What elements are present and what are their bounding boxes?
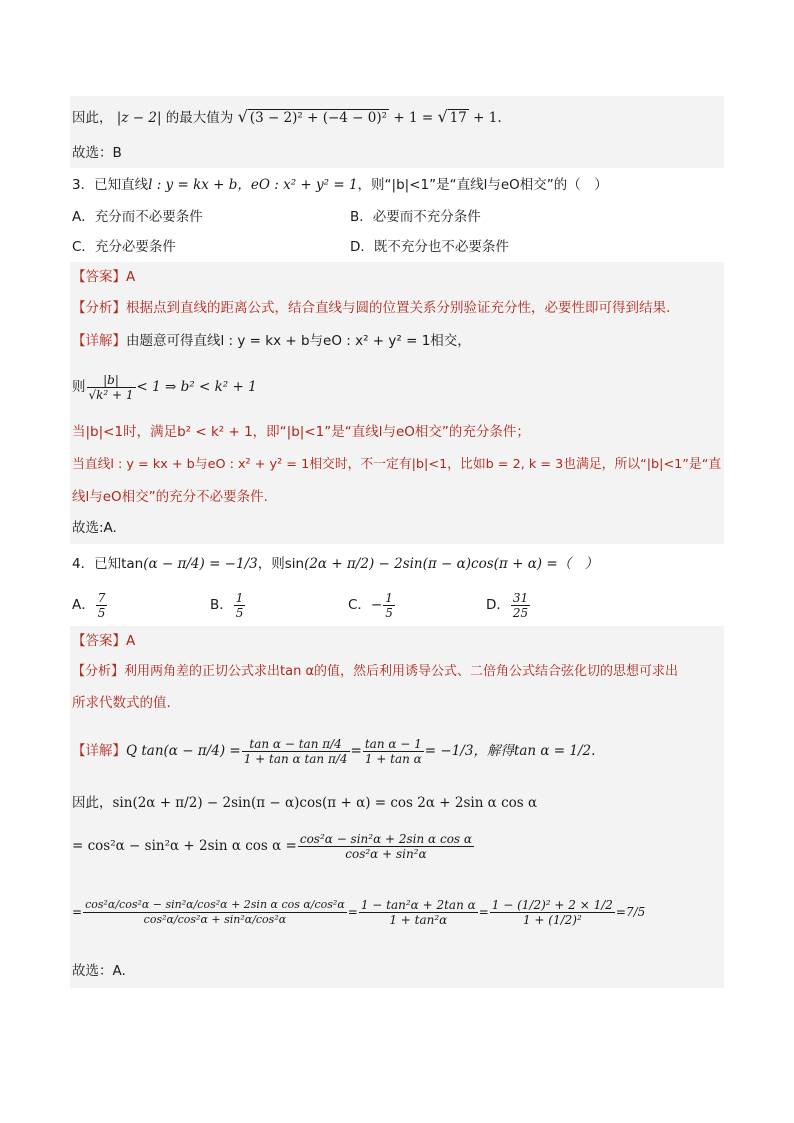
q3-line-eq: l : y = kx + b — [148, 177, 238, 193]
q4-d4-num2: 1 − tan²α + 2tan α — [360, 898, 476, 912]
q4-option-a — [72, 584, 210, 626]
q4-d4-den: cos²α/cos²α + sin²α/cos²α — [143, 913, 287, 926]
q3-detail-2-prefix: 则 — [72, 379, 86, 395]
q4-detail-1-frac — [242, 737, 350, 766]
q4-solution-block — [70, 626, 724, 988]
q4-d1-den: 1 + tan α tan π/4 — [243, 751, 348, 766]
q4-detail-1-frac2 — [363, 737, 424, 766]
q4-option-b-label: B． — [210, 597, 233, 613]
q4-detail-1-res: = −1/3，解得tan α = 1/2. — [424, 743, 596, 759]
q3-answer-value: A — [126, 269, 136, 285]
q4-d1-num2: tan α − 1 — [364, 736, 422, 751]
q3-detail-4b: 线l与eO相交”的充分不必要条件. — [72, 489, 268, 505]
q4-option-d-frac — [511, 591, 530, 620]
prev-abs-expr: |z − 2| — [116, 110, 162, 126]
q4-option-b-frac — [234, 591, 246, 620]
sqrt-symbol: √ — [237, 107, 248, 126]
q4-d4-den3: 1 + (1/2)² — [522, 913, 582, 927]
q4-detail-3 — [70, 822, 724, 870]
q4-detail-4: = $\frac{\text{cos²α/cos²α − sin²α/cos²α + 2sin α cos α/cos²α}}{\text{cos²α/cos²α + sin²α/cos²α}}$ = $\frac{\text{1 − tan²α + 2tan α}}{\text{1 + tan²α}}$ = $\frac{\text{1 − (1/2)² + 2 × 1/2}}{\text{1 + (1/2)²}}$ =7/5 — [72, 898, 646, 927]
q4-option-d-label: D． — [486, 597, 510, 613]
prev-max-text: 的最大值为 — [165, 110, 234, 126]
prev-tail: + 1. — [473, 110, 502, 126]
q3-options-row-1 — [70, 202, 724, 232]
q4-answer — [70, 626, 724, 656]
prev-sqrt17: 17 — [449, 110, 467, 126]
q3-option-a: A．充分而不必要条件 — [72, 209, 203, 225]
q4-option-a-label: A． — [72, 597, 95, 613]
q4-analysis-b: 所求代数式的值. — [72, 695, 171, 711]
q4-detail-4-frac — [83, 898, 347, 927]
q3-detail-2-rest: < 1 ⇒ b² < k² + 1 — [136, 379, 257, 395]
q3-solution-block — [70, 262, 724, 544]
q4-choice: 故选：A. — [72, 963, 126, 979]
q4-option-b — [210, 584, 348, 626]
q3-then: ，则“|b|<1”是“直线l与eO相交”的（ ） — [357, 177, 608, 193]
q4-analysis-tag: 【分析】 — [72, 664, 125, 679]
prev-radicand: (3 − 2)² + (−4 − 0)² — [249, 110, 388, 126]
q4-option-c-frac — [383, 591, 395, 620]
q4-d-den: 25 — [512, 605, 529, 620]
q3-option-b: B．必要而不充分条件 — [350, 209, 481, 225]
q4-analysis-text-a: 利用两角差的正切公式求出tan α的值，然后利用诱导公式、二倍角公式结合弦化切的思想可求出 — [124, 664, 679, 679]
q4-stem-a: 4．已知tan — [72, 556, 144, 572]
q4-stem-d: (2α + π/2) − 2sin(π − α)cos(π + α) =（ ） — [304, 556, 599, 572]
q3-option-d: D．既不充分也不必要条件 — [350, 239, 509, 255]
q4-option-c — [348, 584, 486, 626]
q3-frac-num: |b| — [87, 373, 136, 388]
q4-detail-3-frac — [298, 832, 474, 861]
q4-b-num: 1 — [235, 590, 244, 605]
q4-d4-den2: 1 + tan²α — [389, 913, 448, 927]
q3-detail-3: 当|b|<1时，满足b² < k² + 1，即“|b|<1”是“直线l与eO相交”的充分条件； — [72, 424, 530, 440]
q3-detail-1 — [70, 324, 724, 358]
q4-options-row — [70, 584, 724, 626]
q3-detail-2 — [70, 358, 724, 416]
q4-stem — [70, 544, 724, 584]
q3-analysis-tag: 【分析】 — [72, 300, 126, 316]
q4-detail-3a: = cos²α − sin²α + 2sin α cos α = — [72, 838, 297, 854]
q4-stem-c: ，则sin — [257, 556, 305, 572]
q4-answer-tag: 【答案】 — [72, 633, 126, 649]
q4-option-a-frac — [96, 591, 108, 620]
q4-a-num: 7 — [97, 590, 106, 605]
q3-circle: ，eO : x² + y² = 1 — [237, 177, 358, 193]
q3-stem-text: 3．已知直线 — [72, 177, 149, 193]
prev-prefix: 因此， — [72, 110, 113, 126]
q4-detail-4-frac3 — [490, 898, 615, 927]
q4-detail-tag: 【详解】 — [72, 743, 126, 759]
prev-choice: 故选：B — [70, 138, 724, 168]
q3-detail-1-text: 由题意可得直线l : y = kx + b与eO : x² + y² = 1相交， — [126, 333, 471, 349]
q4-d4-num: cos²α/cos²α − sin²α/cos²α + 2sin α cos α/cos²α — [85, 898, 345, 911]
q3-options-row-2 — [70, 232, 724, 262]
q4-detail-1 — [70, 718, 724, 784]
q4-d-num: 31 — [512, 590, 529, 605]
q4-detail-4-res: 7/5 — [625, 905, 646, 919]
prev-plus-one: + 1 = — [393, 110, 434, 126]
q3-option-c: C．充分必要条件 — [72, 239, 176, 255]
q3-detail-4a: 当直线l : y = kx + b与eO : x² + y² = 1相交时，不一定有|b|<1，比如b = 2, k = 3也满足，所以“|b|<1”是“直 — [72, 457, 722, 472]
q3-distance-fraction — [87, 373, 136, 402]
q4-detail-4-frac2 — [359, 898, 478, 927]
q4-b-den: 5 — [235, 605, 244, 620]
q4-stem-b: (α − π/4) = −1/3 — [143, 556, 258, 572]
q4-d4-num3: 1 − (1/2)² + 2 × 1/2 — [491, 898, 613, 912]
sqrt-symbol-2: √ — [437, 107, 448, 126]
q4-c-den: 5 — [385, 605, 393, 620]
q3-analysis — [70, 292, 724, 324]
q4-detail-1a: Q tan(α − π/4) = — [126, 743, 241, 759]
q3-detail-tag: 【详解】 — [72, 333, 126, 349]
prev-conclusion-line — [70, 96, 724, 138]
q4-detail-2: 因此，sin(2α + π/2) − 2sin(π − α)cos(π + α) = cos 2α + 2sin α cos α — [72, 795, 538, 811]
q4-d1-den2: 1 + tan α — [364, 751, 422, 766]
q4-d3-num: cos²α − sin²α + 2sin α cos α — [299, 831, 472, 846]
q3-stem — [70, 168, 724, 202]
q4-option-c-label: C．− — [348, 597, 383, 613]
q4-d3-den: cos²α + sin²α — [345, 846, 427, 861]
q3-analysis-text: 根据点到直线的距离公式，结合直线与圆的位置关系分别验证充分性，必要性即可得到结果. — [126, 300, 671, 316]
q3-answer-tag: 【答案】 — [72, 269, 126, 285]
q3-answer — [70, 262, 724, 292]
q4-c-num: 1 — [385, 590, 393, 605]
q4-d1-eq: = — [350, 743, 362, 759]
q4-a-den: 5 — [97, 605, 106, 620]
q4-d1-num: tan α − tan π/4 — [242, 737, 350, 752]
document-page — [70, 96, 724, 988]
q4-analysis-a — [70, 656, 724, 688]
q4-answer-value: A — [126, 633, 136, 649]
q3-choice: 故选:A. — [72, 520, 117, 536]
q3-frac-den: √k² + 1 — [88, 387, 134, 402]
q4-option-d — [486, 584, 531, 626]
